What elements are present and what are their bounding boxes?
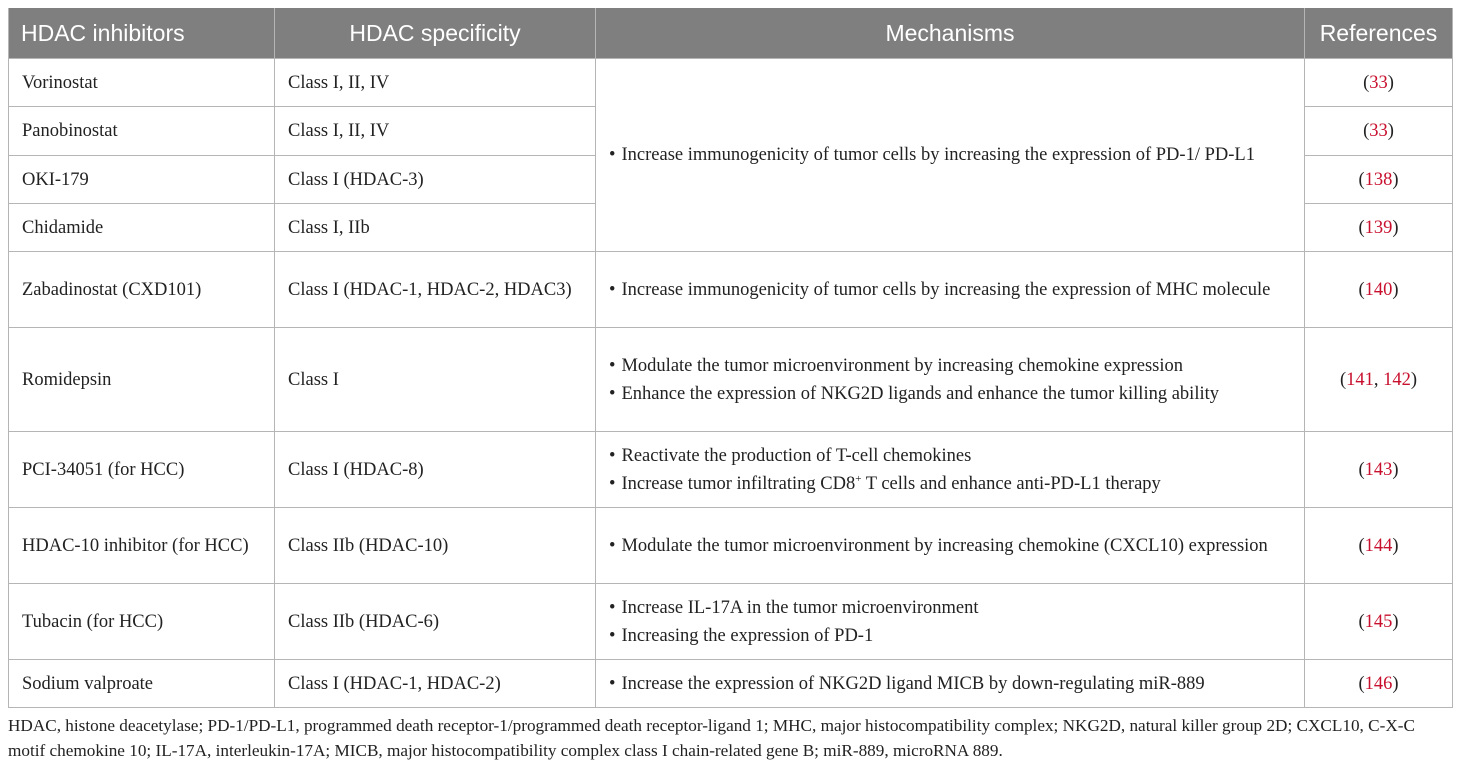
cell-specificity: Class I (HDAC-1, HDAC-2) (275, 660, 596, 708)
header-specificity: HDAC specificity (275, 8, 596, 59)
citation-link[interactable]: 142 (1383, 369, 1411, 390)
hdac-inhibitors-table (8, 8, 1453, 708)
table-row (9, 584, 1453, 660)
table-row (9, 508, 1453, 584)
table-row (9, 252, 1453, 328)
mechanism-bullet: • Increase IL-17A in the tumor microenvironment (609, 597, 979, 618)
superscript-plus: + (855, 472, 862, 485)
mechanism-bullet: • Enhance the expression of NKG2D ligands and enhance the tumor killing ability (609, 383, 1219, 404)
mechanism-bullet: • Increase immunogenicity of tumor cells by increasing the expression of PD-1/ PD-L1 (609, 145, 1255, 165)
cell-mechanism (596, 508, 1305, 584)
cell-mechanism (596, 660, 1305, 708)
cell-reference: (138) (1305, 156, 1453, 204)
cell-specificity: Class I (HDAC-8) (275, 432, 596, 508)
mechanism-bullet: • Modulate the tumor microenvironment by increasing chemokine (CXCL10) expression (609, 535, 1268, 556)
table-row (9, 59, 1453, 107)
cell-inhibitor: Vorinostat (9, 59, 275, 107)
cell-mechanism (596, 328, 1305, 432)
cell-reference: (139) (1305, 204, 1453, 252)
cell-reference: (140) (1305, 252, 1453, 328)
cell-inhibitor: Panobinostat (9, 107, 275, 156)
cell-inhibitor: Tubacin (for HCC) (9, 584, 275, 660)
cell-reference: (33) (1305, 59, 1453, 107)
citation-link[interactable]: 138 (1364, 169, 1393, 190)
cell-inhibitor: PCI-34051 (for HCC) (9, 432, 275, 508)
cell-reference: (33) (1305, 107, 1453, 156)
header-inhibitors: HDAC inhibitors (9, 8, 275, 59)
citation-link[interactable]: 33 (1369, 121, 1388, 141)
cell-inhibitor: Sodium valproate (9, 660, 275, 708)
mechanism-bullet: • Increase immunogenicity of tumor cells by increasing the expression of MHC molecule (609, 279, 1271, 300)
table-header (9, 8, 1453, 59)
cell-specificity: Class I, II, IV (275, 107, 596, 156)
citation-link[interactable]: 145 (1364, 611, 1393, 632)
mechanism-bullet: • Increase tumor infiltrating CD8+ T cells and enhance anti-PD-L1 therapy (609, 472, 1161, 494)
table-row (9, 328, 1453, 432)
citation-link[interactable]: 139 (1364, 217, 1393, 238)
cell-specificity: Class I, II, IV (275, 59, 596, 107)
cell-reference: (143) (1305, 432, 1453, 508)
cell-reference: (146) (1305, 660, 1453, 708)
cell-mechanism (596, 59, 1305, 252)
cell-specificity: Class IIb (HDAC-10) (275, 508, 596, 584)
cell-mechanism (596, 252, 1305, 328)
cell-reference: (145) (1305, 584, 1453, 660)
cell-specificity: Class I (HDAC-3) (275, 156, 596, 204)
cell-specificity: Class I (275, 328, 596, 432)
header-mechanisms: Mechanisms (596, 8, 1305, 59)
mechanism-bullet: • Reactivate the production of T-cell chemokines (609, 445, 972, 466)
citation-link[interactable]: 141 (1346, 369, 1374, 390)
cell-inhibitor: OKI-179 (9, 156, 275, 204)
table-row (9, 660, 1453, 708)
citation-link[interactable]: 33 (1369, 72, 1388, 93)
citation-link[interactable]: 143 (1364, 459, 1393, 480)
mechanism-bullet: • Increase the expression of NKG2D ligand MICB by down-regulating miR-889 (609, 673, 1205, 694)
table-row (9, 432, 1453, 508)
mechanism-bullet: • Increasing the expression of PD-1 (609, 625, 874, 646)
citation-link[interactable]: 144 (1364, 535, 1393, 556)
table-container (8, 8, 1452, 708)
cell-inhibitor: Zabadinostat (CXD101) (9, 252, 275, 328)
cell-reference: (144) (1305, 508, 1453, 584)
citation-link[interactable]: 146 (1364, 673, 1393, 694)
table-footnote: HDAC, histone deacetylase; PD-1/PD-L1, programmed death receptor-1/programmed death receptor-ligand 1; MHC, major histocompatibility complex; NKG2D, natural killer group 2D; CXCL10, C-X-C motif chemokine 10; IL-17A, interleukin-17A; MICB, major histocompatibility complex class I chain-related gene B; miR-889, microRNA 889. (8, 716, 1415, 760)
header-references: References (1305, 8, 1453, 59)
citation-link[interactable]: 140 (1364, 279, 1393, 300)
cell-mechanism (596, 432, 1305, 508)
cell-mechanism (596, 584, 1305, 660)
cell-specificity: Class I (HDAC-1, HDAC-2, HDAC3) (275, 252, 596, 328)
cell-specificity: Class IIb (HDAC-6) (275, 584, 596, 660)
cell-inhibitor: Romidepsin (9, 328, 275, 432)
cell-inhibitor: HDAC-10 inhibitor (for HCC) (9, 508, 275, 584)
mechanism-bullet: • Modulate the tumor microenvironment by increasing chemokine expression (609, 355, 1184, 376)
cell-inhibitor: Chidamide (9, 204, 275, 252)
cell-specificity: Class I, IIb (275, 204, 596, 252)
cell-reference: (141, 142) (1305, 328, 1453, 432)
